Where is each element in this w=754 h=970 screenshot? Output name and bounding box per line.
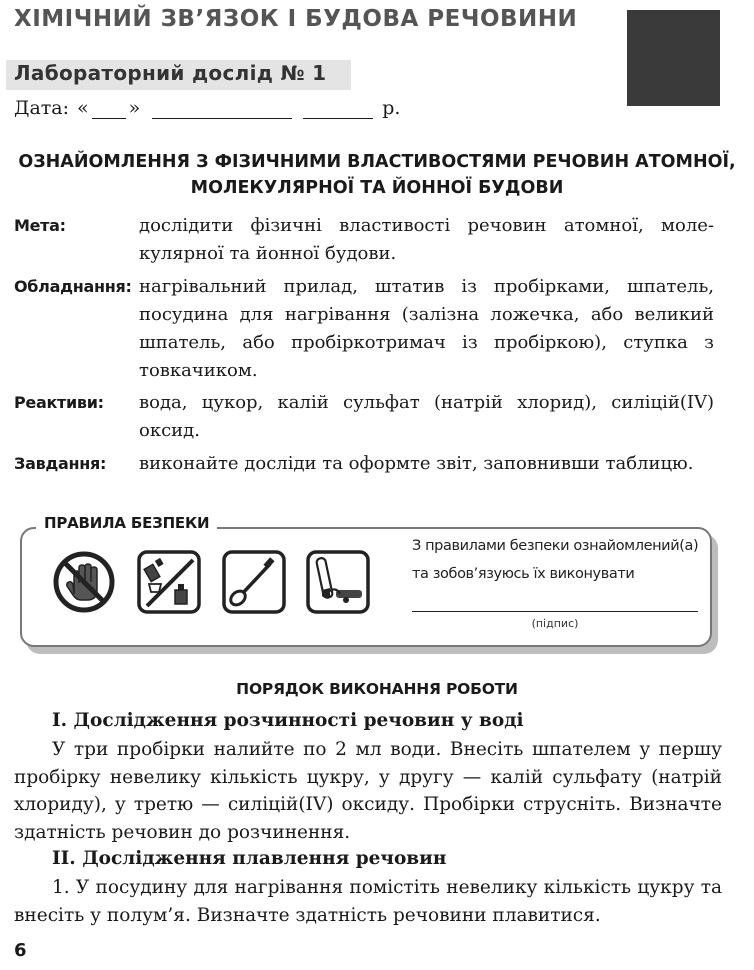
reagents-text: вода, цукор, калій сульфат (натрій хлорид), силіцій(IV) оксид.: [139, 392, 714, 441]
date-year-blank: [303, 102, 373, 119]
equipment-text: нагрівальний прилад, штатив із пробірками, шпатель, посудина для нагрівання (залізна ложечка, або великий шпатель, або пробіркотримач із пробіркою), ступка з товкачиком.: [139, 276, 714, 381]
goal-label: Мета:: [14, 216, 66, 235]
section-1-text: У три пробірки налийте по 2 мл води. Внесіть шпателем у першу пробірку невелику кількість цукру, у другу — калій сульфату (натрій хлориду), у третю — силіцій(IV) оксиду. Пробірки струсніть. Визначте здатність речовин до розчинення.: [14, 739, 722, 843]
safety-statement-line-2: та зобов’язуюсь їх виконувати: [412, 566, 635, 582]
chapter-header: ХІМІЧНИЙ ЗВ’ЯЗОК І БУДОВА РЕЧОВИНИ: [14, 6, 578, 32]
title-line-1: ОЗНАЙОМЛЕННЯ З ФІЗИЧНИМИ ВЛАСТИВОСТЯМИ РЕЧОВИН АТОМНОЇ,: [18, 152, 736, 172]
date-close-quote: »: [128, 97, 141, 119]
page-number: 6: [14, 940, 27, 961]
section-1-heading: I. Дослідження розчинності речовин у воді: [52, 710, 524, 731]
equipment-label: Обладнання:: [14, 277, 132, 296]
corner-tab-marker: [627, 10, 720, 106]
safety-rules-label: ПРАВИЛА БЕЗПЕКИ: [36, 514, 217, 532]
lab-topic-title: [0, 149, 754, 201]
date-open-quote: «: [77, 97, 89, 119]
spatula-icon: [222, 550, 286, 614]
task-label: Завдання:: [14, 454, 107, 473]
test-tube-holder-icon: [306, 550, 370, 614]
date-day-blank: [92, 102, 126, 119]
signature-caption: (підпис): [531, 617, 579, 630]
reagents-label: Реактиви:: [14, 393, 104, 412]
title-line-2: МОЛЕКУЛЯРНОЇ ТА ЙОННОЇ БУДОВИ: [190, 178, 564, 198]
no-touch-hand-icon: [52, 550, 116, 614]
date-month-blank: [152, 102, 292, 119]
goal-row: [14, 212, 734, 268]
task-row: [14, 450, 734, 506]
signature-line: [412, 611, 698, 612]
date-row: [14, 97, 400, 119]
date-suffix: р.: [382, 97, 401, 119]
goal-text: дослідити фізичні властивості речовин атомної, молекулярної та йонної будови.: [139, 215, 714, 264]
section-2-text: 1. У посудину для нагрівання помістіть невелику кількість цукру та внесіть у полум’я. Визначте здатність речовини плавитися.: [14, 877, 722, 926]
no-pouring-icon: [137, 550, 201, 614]
task-text: виконайте досліди та оформте звіт, заповнивши таблицю.: [139, 453, 694, 474]
lab-title: Лабораторний дослід № 1: [14, 61, 327, 85]
section-2-heading: II. Дослідження плавлення речовин: [52, 848, 447, 869]
safety-statement-line-1: З правилами безпеки ознайомлений(а): [412, 538, 699, 554]
procedure-title: ПОРЯДОК ВИКОНАННЯ РОБОТИ: [236, 680, 518, 698]
reagents-row: [14, 389, 734, 445]
equipment-row: [14, 273, 734, 385]
date-label: Дата:: [14, 97, 70, 119]
